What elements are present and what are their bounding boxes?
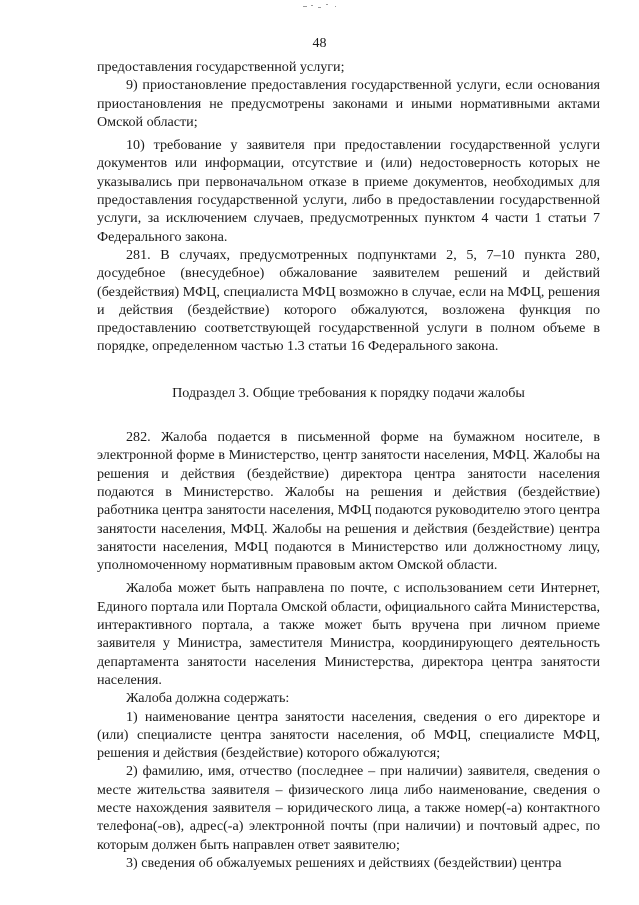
paragraph-continuation: предоставления государственной услуги; [97, 59, 345, 75]
list-item-3: 3) сведения об обжалуемых решениях и действиях (бездействии) центра [126, 854, 562, 871]
paragraph-281: 281. В случаях, предусмотренных подпунктами 2, 5, 7–10 пункта 280, досудебное (внесудебное) обжалование заявителем решений и действий (бездействия) МФЦ, специалиста МФЦ возможно в случае, если на МФЦ, решения и действия (бездействие) которого обжалуются, возложена функция по предоставлению соответствующей государственной услуги в полном объеме в порядке, определенном частью 1.3 статьи 16 Федерального закона. [97, 246, 600, 355]
paragraph-complaint-contents: Жалоба должна содержать: [126, 690, 290, 707]
scan-artifact-marks [0, 0, 639, 20]
list-item-1: 1) наименование центра занятости населения, сведения о его директоре и (или) специалисте центра занятости населения, об МФЦ, специалисте МФЦ, решения и действия (бездействие) которого обжалуются; [97, 708, 600, 762]
section-heading: Подраздел 3. Общие требования к порядку подачи жалобы [172, 384, 525, 401]
paragraph-submission-methods: Жалоба может быть направлена по почте, с использованием сети Интернет, Единого портала или Портала Омской области, официального сайта Министерства, интерактивного портала, а также может быть вручена при личном приеме заявителя у Министра, заместителя Министра, координирующего деятельность департамента занятости населения Министерства, директора центра занятости населения. [97, 580, 600, 688]
document-body [97, 58, 600, 872]
page-number: 48 [312, 36, 327, 51]
list-item-9: 9) приостановление предоставления государственной услуги, если основания приостановления не предусмотрены законами и иными нормативными актами Омской области; [97, 77, 600, 130]
list-item-2: 2) фамилию, имя, отчество (последнее – при наличии) заявителя, сведения о месте жительства заявителя – физического лица либо наименование, сведения о месте нахождения заявителя – юридического лица, а также номер(-а) контактного телефона(-ов), адрес(-а) электронной почты (при наличии) и почтовый адрес, по которым должен быть направлен ответ заявителю; [97, 763, 600, 853]
paragraph-282: 282. Жалоба подается в письменной форме на бумажном носителе, в электронной форме в Министерство, центр занятости населения, МФЦ. Жалобы на решения и действия (бездействие) директора центра занятости населения подаются в Министерство. Жалобы на решения и действия (бездействие) работника центра занятости населения, МФЦ подаются руководителю этого центра занятости населения, МФЦ. Жалобы на решения и действия (бездействие) центра занятости населения, МФЦ подаются в Министерство или должностному лицу, уполномоченному нормативным правовым актом Омской области. [97, 429, 600, 574]
list-item-10: 10) требование у заявителя при предоставлении государственной услуги документов или информации, отсутствие и (или) недостоверность которых не указывались при первоначальном отказе в приеме документов, необходимых для предоставления государственной услуги, либо в предоставлении государственной услуги, за исключением случаев, предусмотренных пунктом 4 части 1 статьи 7 Федерального закона. [97, 137, 600, 245]
